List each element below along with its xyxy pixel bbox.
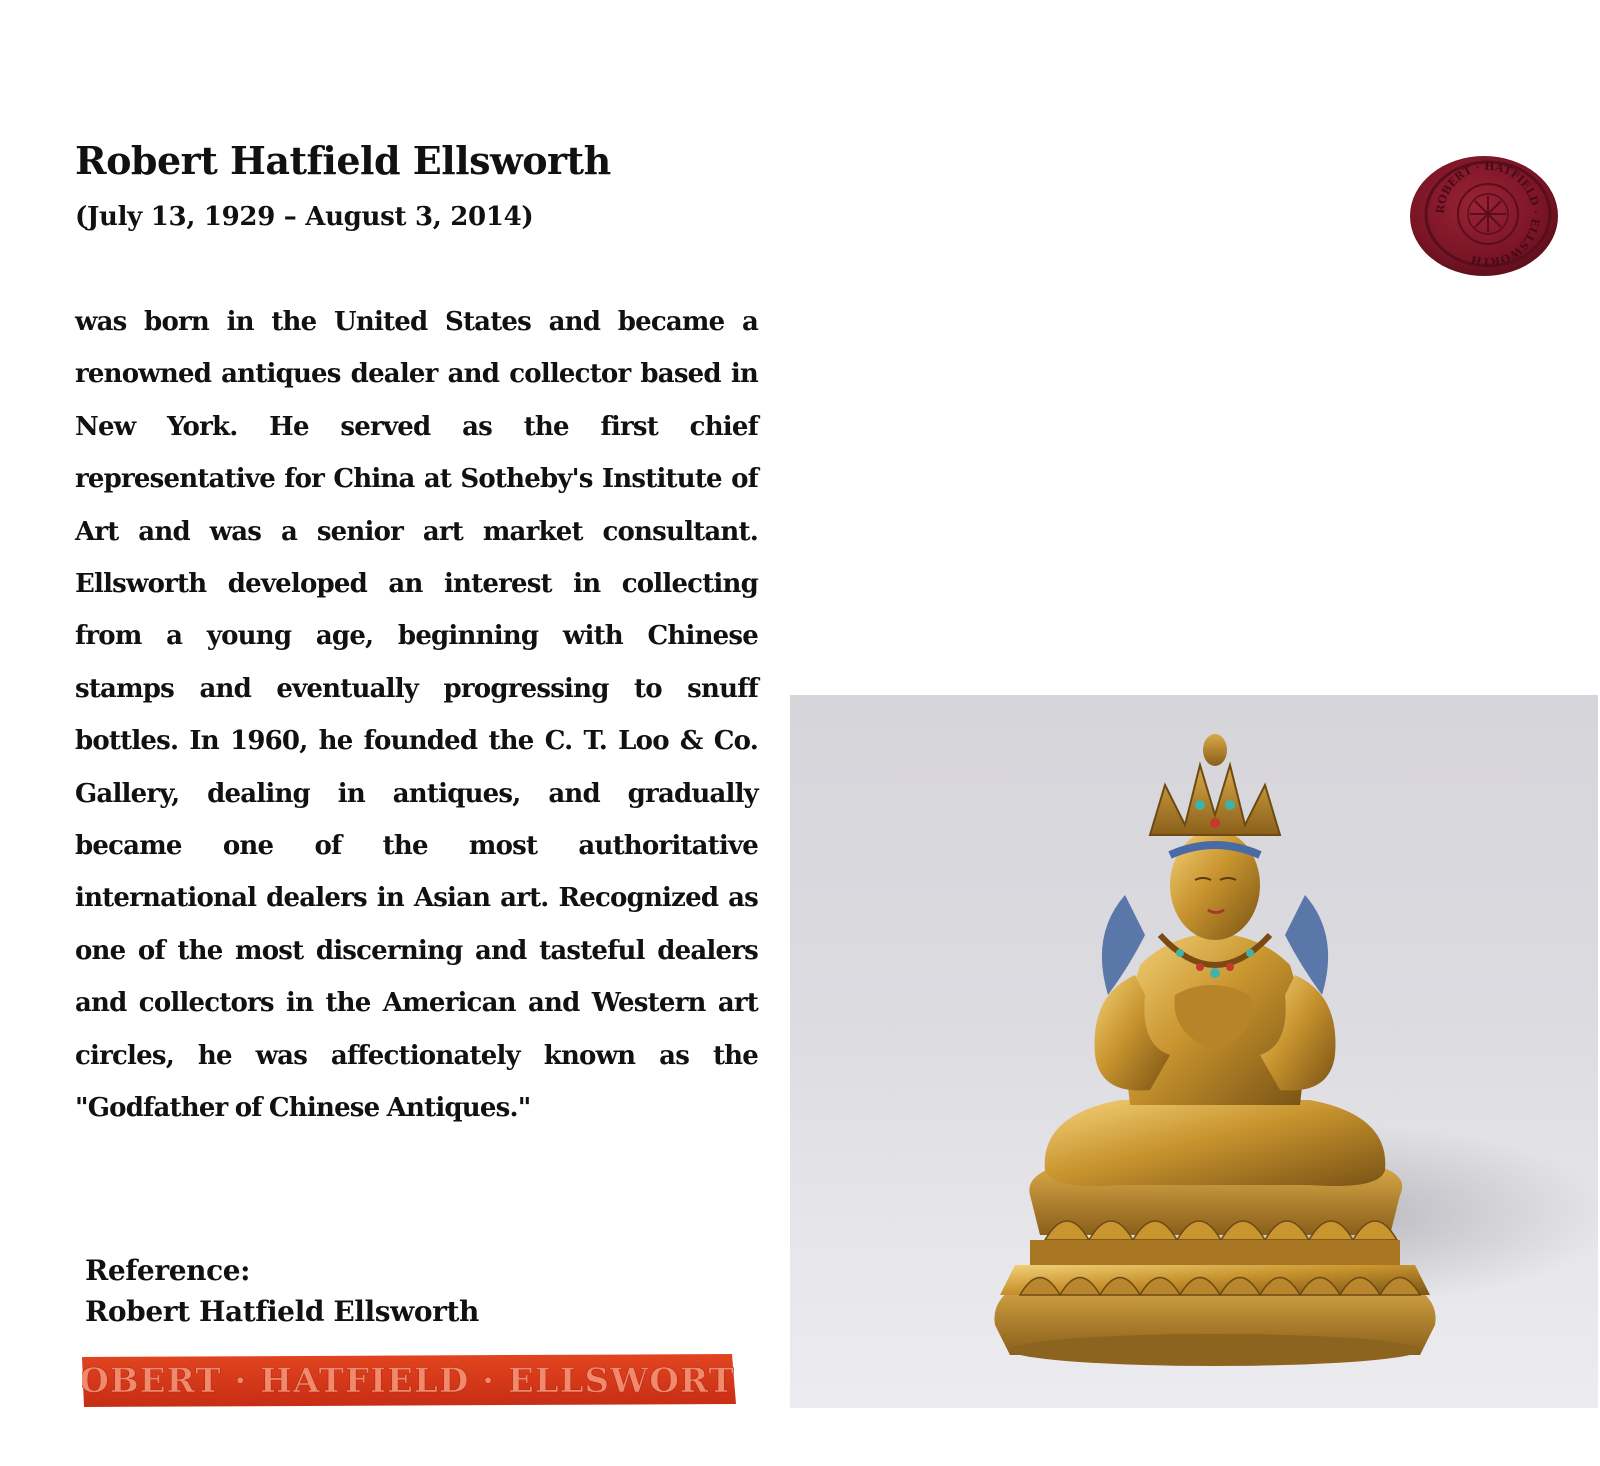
seal-bar-text: ROBERT · HATFIELD · ELLSWORTH xyxy=(82,1361,736,1401)
reference-label: Reference: xyxy=(85,1254,251,1287)
reference-name: Robert Hatfield Ellsworth xyxy=(85,1295,479,1328)
seal-ring-text: ROBERT · HATFIELD · ELLSWORTH xyxy=(1433,159,1543,269)
page-title: Robert Hatfield Ellsworth xyxy=(75,138,611,183)
life-dates: (July 13, 1929 – August 3, 2014) xyxy=(75,202,534,232)
seal-stamp-bar-image xyxy=(82,1354,736,1407)
statue-image xyxy=(790,695,1598,1408)
biography-text: was born in the United States and became a renowned antiques dealer and collector based in New York. He served as the first chief representative for China at Sotheby's Institute of Art and was a senior art market consultant. Ellsworth developed an interest in collecting from a young age, beginning with Chinese stamps and eventually progressing to snuff bottles. In 1960, he founded the C. T. Loo & Co. Gallery, dealing in antiques, and gradually became one of the most authoritative international dealers in Asian art. Recognized as one of the most discerning and tasteful dealers and collectors in the American and Western art circles, he was affectionately known as the "Godfather of Chinese Antiques." xyxy=(75,307,758,1124)
wax-seal-image xyxy=(1408,154,1560,278)
